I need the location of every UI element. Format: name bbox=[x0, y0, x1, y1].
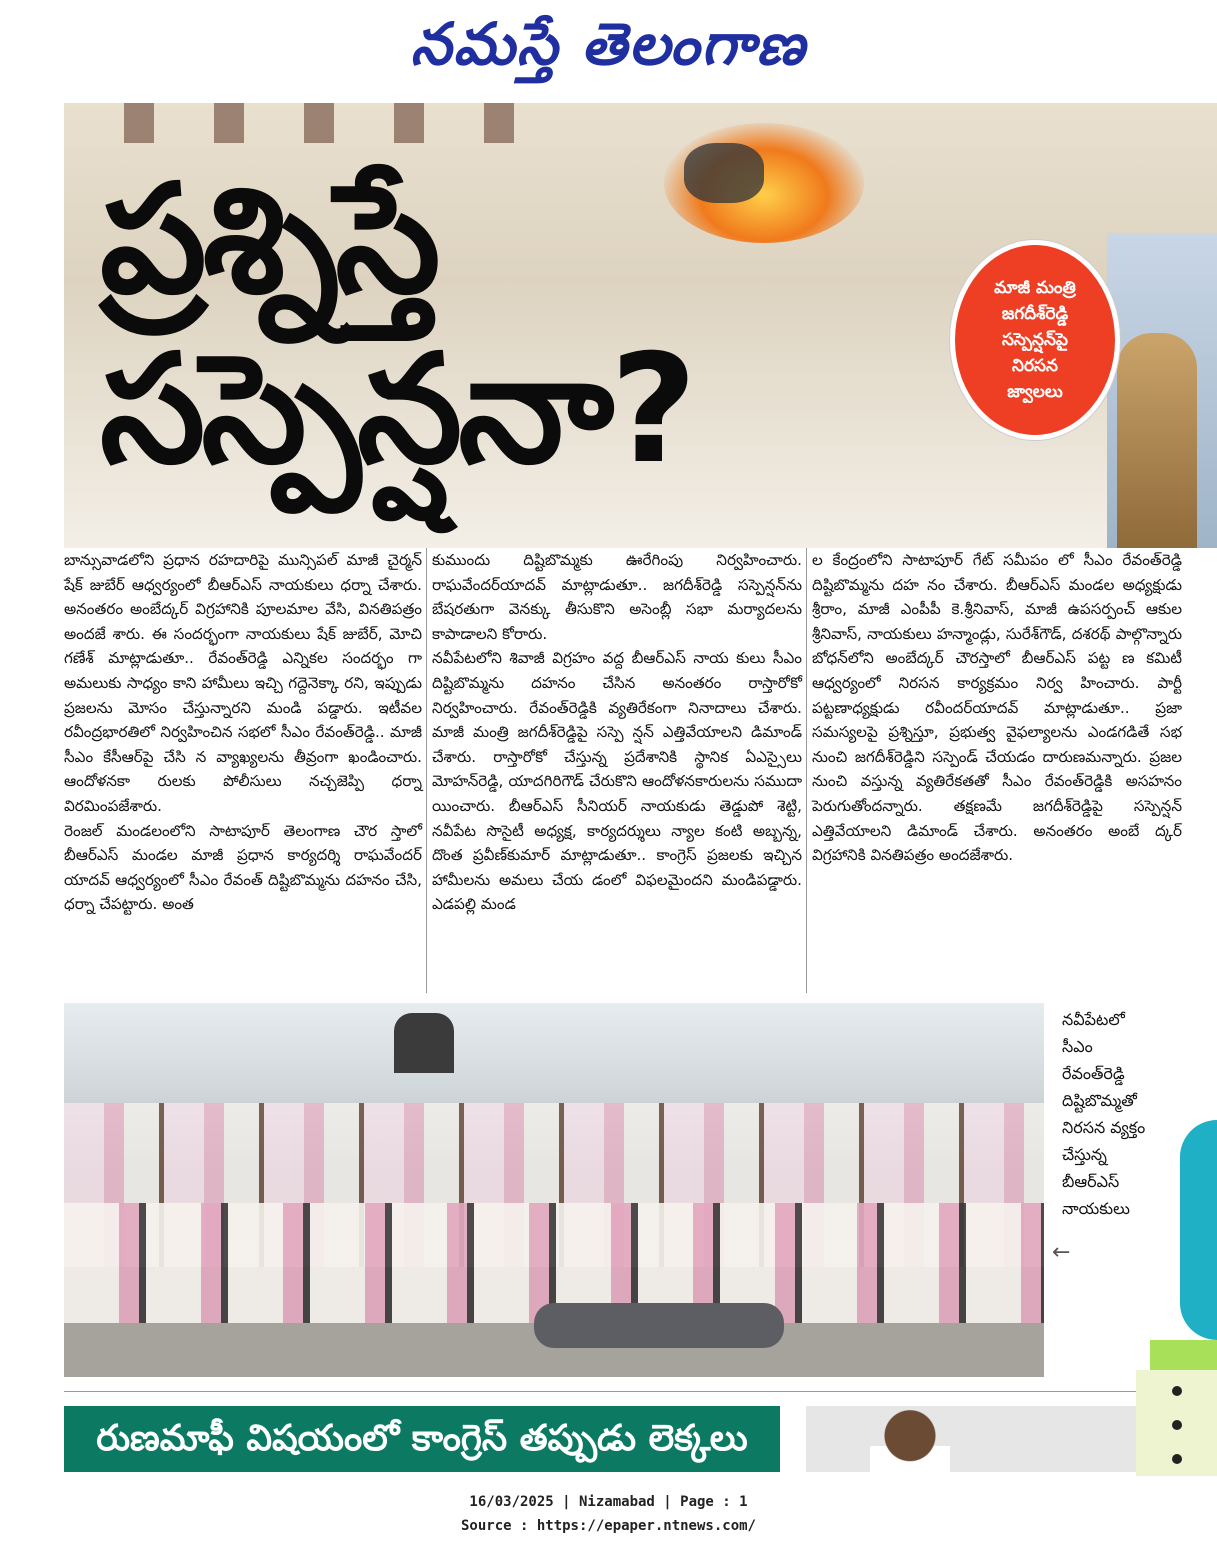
photo-caption bbox=[1062, 1006, 1182, 1222]
caption-line: దిష్టిబొమ్మతో bbox=[1062, 1091, 1137, 1110]
badge-line: మాజీ మంత్రి bbox=[994, 278, 1076, 298]
masthead-title: నమస్తే తెలంగాణ bbox=[410, 10, 807, 78]
bullet-icon bbox=[1172, 1454, 1182, 1464]
footer bbox=[0, 1490, 1217, 1538]
caption-line: నవీపేటలో bbox=[1062, 1010, 1125, 1029]
article-body bbox=[64, 548, 1214, 998]
article-paragraph: రెంజల్ మండలంలోని సాటాపూర్ తెలంగాణ చౌర స్తాలో బీఆర్ఎస్ మండల మాజీ ప్రధాన కార్యదర్శి రాఘవేందర్ యాదవ్ ఆధ్వర్యంలో సీఎం రేవంత్ దిష్టిబొమ్మను దహనం చేసి, ధర్నా చేపట్టారు. అంత bbox=[64, 821, 422, 914]
side-bullet-box bbox=[1136, 1370, 1217, 1476]
article-column-1 bbox=[64, 548, 422, 917]
divider bbox=[64, 1391, 1136, 1392]
bottom-banner: రుణమాఫీ విషయంలో కాంగ్రెస్ తప్పుడు లెక్కలు bbox=[64, 1406, 780, 1472]
badge-line: సస్పెన్షన్‌పై bbox=[1002, 330, 1068, 350]
effigy bbox=[534, 1303, 784, 1348]
portrait-photo bbox=[870, 1406, 950, 1472]
caption-line: బీఆర్ఎస్ bbox=[1062, 1172, 1120, 1191]
badge-line: జగదీశ్‌రెడ్డి bbox=[1001, 304, 1069, 324]
badge-line: జ్వాలలు bbox=[1007, 382, 1063, 402]
article-paragraph: బాన్సువాడలోని ప్రధాన రహదారిపై మున్సిపల్ మాజీ చైర్మన్ షేక్ జుబేర్ ఆధ్వర్యంలో బీఆర్ఎస్ నాయకులు ధర్నా చేశారు. అనంతరం అంబేద్కర్ విగ్రహానికి పూలమాల వేసి, వినతిపత్రం అందజే శారు. ఈ సందర్భంగా నాయకులు షేక్ జుబేర్, మోచి గణేశ్ మాట్లాడుతూ.. రేవంత్‌రెడ్డి ఎన్నికల సందర్భం గా అమలుకు సాధ్యం కాని హామీలు ఇచ్చి గద్దెనెక్కా రని, ఇప్పుడు ప్రజలను మోసం చేస్తున్నారని మండి పడ్డారు. ఇటీవల రవీంద్రభారతిలో నిర్వహించిన సభలో సీఎం రేవంత్‌రెడ్డి.. మాజీ సీఎం కేసీఆర్‌పై చేసి న వ్యాఖ్యలను తీవ్రంగా ఖండించారు. ఆందోళనకా రులకు పోలీసులు నచ్చజెప్పి ధర్నా విరమింపజేశారు. bbox=[64, 551, 422, 815]
footer-source: Source : https://epaper.ntnews.com/ bbox=[460, 1518, 756, 1534]
headline-line-1: ప్రశ్నిస్తే bbox=[100, 153, 437, 327]
article-paragraph: కుముందు దిష్టిబొమ్మకు ఊరేగింపు నిర్వహించారు. రాఘవేందర్‌యాదవ్ మాట్లాడుతూ.. జగదీశ్‌రెడ్డి సస్పెన్షన్‌ను బేషరతుగా వెనక్కు తీసుకొని అసెంబ్లీ సభా మర్యాదలను కాపాడాలని కోరారు. bbox=[432, 551, 802, 643]
protest-badge bbox=[950, 240, 1120, 440]
protesters-legs bbox=[124, 103, 544, 143]
article-paragraph: నవీపేటలోని శివాజీ విగ్రహం వద్ద బీఆర్ఎస్ నాయ కులు సీఎం దిష్టిబొమ్మను దహనం చేసిన అనంతరం రాస్తారోకో నిర్వహించారు. రేవంత్‌రెడ్డికి వ్యతిరేకంగా నినాదాలు చేశారు. మాజీ మంత్రి జగదీశ్‌రెడ్డిపై సస్పె న్షన్ ఎత్తివేయాలని డిమాండ్ చేశారు. రాస్తారోకో చేస్తున్న ప్రదేశానికి స్థానిక ఏఎస్సైలు మోహన్‌రెడ్డి, యాదగిరిగౌడ్ చేరుకొని ఆందోళనకారులను సముదా యించారు. బీఆర్ఎస్ సీనియర్ నాయకుడు తెడ్డుపో శెట్టి, నవీపేట సొసైటీ అధ్యక్ష, కార్యదర్శులు న్యాల కంటి అబ్బన్న, దొంత ప్రవీణ్‌కుమార్ మాట్లాడుతూ.. కాంగ్రెస్ ప్రజలకు ఇచ్చిన హామీలను అమలు చేయ డంలో విఫలమైందని మండిపడ్డారు. ఎడపల్లి మండ bbox=[432, 649, 802, 914]
caption-line: చేస్తున్న bbox=[1062, 1145, 1107, 1164]
caption-line: నిరసన వ్యక్తం bbox=[1062, 1118, 1146, 1137]
caption-line: సీఎం bbox=[1062, 1037, 1093, 1056]
protest-photo bbox=[64, 1003, 1044, 1377]
ambedkar-statue bbox=[1117, 333, 1197, 548]
shivaji-statue bbox=[394, 1013, 454, 1073]
caption-line: రేవంత్‌రెడ్డి bbox=[1062, 1064, 1125, 1083]
arrow-left-icon: ← bbox=[1052, 1240, 1071, 1265]
caption-line: నాయకులు bbox=[1062, 1199, 1130, 1218]
column-divider bbox=[426, 548, 427, 993]
column-divider bbox=[806, 548, 807, 993]
article-column-2 bbox=[432, 548, 802, 917]
bullet-icon bbox=[1172, 1420, 1182, 1430]
badge-line: నిరసన bbox=[1012, 356, 1058, 376]
side-ad-shape bbox=[1180, 1120, 1217, 1340]
bottom-banner-side bbox=[806, 1406, 1136, 1472]
article-paragraph: ల కేంద్రంలోని సాటాపూర్ గేట్ సమీపం లో సీఎం రేవంత్‌రెడ్డి దిష్టిబొమ్మను దహ నం చేశారు. బీఆర్ఎస్ మండల అధ్యక్షుడు శ్రీరాం, మాజీ ఎంపీపీ కె.శ్రీనివాస్, మాజీ ఉపసర్పంచ్ ఆకుల శ్రీనివాస్, నాయకులు హన్మాండ్లు, సురేశ్‌గౌడ్, దశరథ్ పాల్గొన్నారు బోధన్‌లోని అంబేద్కర్ చౌరస్తాలో బీఆర్ఎస్ పట్ట ణ కమిటీ ఆధ్వర్యంలో నిరసన కార్యక్రమం నిర్వ హించారు. పార్టీ పట్టణాధ్యక్షుడు రవీందర్‌యాదవ్ మాట్లాడుతూ.. ప్రజా సమస్యలపై ప్రశ్నిస్తూ, ప్రభుత్వ వైఫల్యాలను ఎండగడితే సభ నుంచి జగదీశ్‌రెడ్డిని సస్పెండ్ చేయడం దారుణమన్నారు. ప్రజల నుంచి వస్తున్న వ్యతిరేకతతో సీఎం రేవంత్‌రెడ్డికి అసహనం పెరుగుతోందన్నారు. తక్షణమే జగదీశ్‌రెడ్డిపై సస్పెన్షన్ ఎత్తివేయాలని డిమాండ్ చేశారు. అనంతరం అంబే ద్కర్ విగ్రహానికి వినతిపత్రం అందజేశారు. bbox=[812, 551, 1182, 865]
headline bbox=[100, 150, 860, 500]
headline-line-2: సస్పెన్షనా? bbox=[100, 323, 694, 497]
bullet-icon bbox=[1172, 1386, 1182, 1396]
footer-date-edition: 16/03/2025 | Nizamabad | Page : 1 bbox=[469, 1494, 748, 1510]
article-column-3 bbox=[812, 548, 1182, 868]
